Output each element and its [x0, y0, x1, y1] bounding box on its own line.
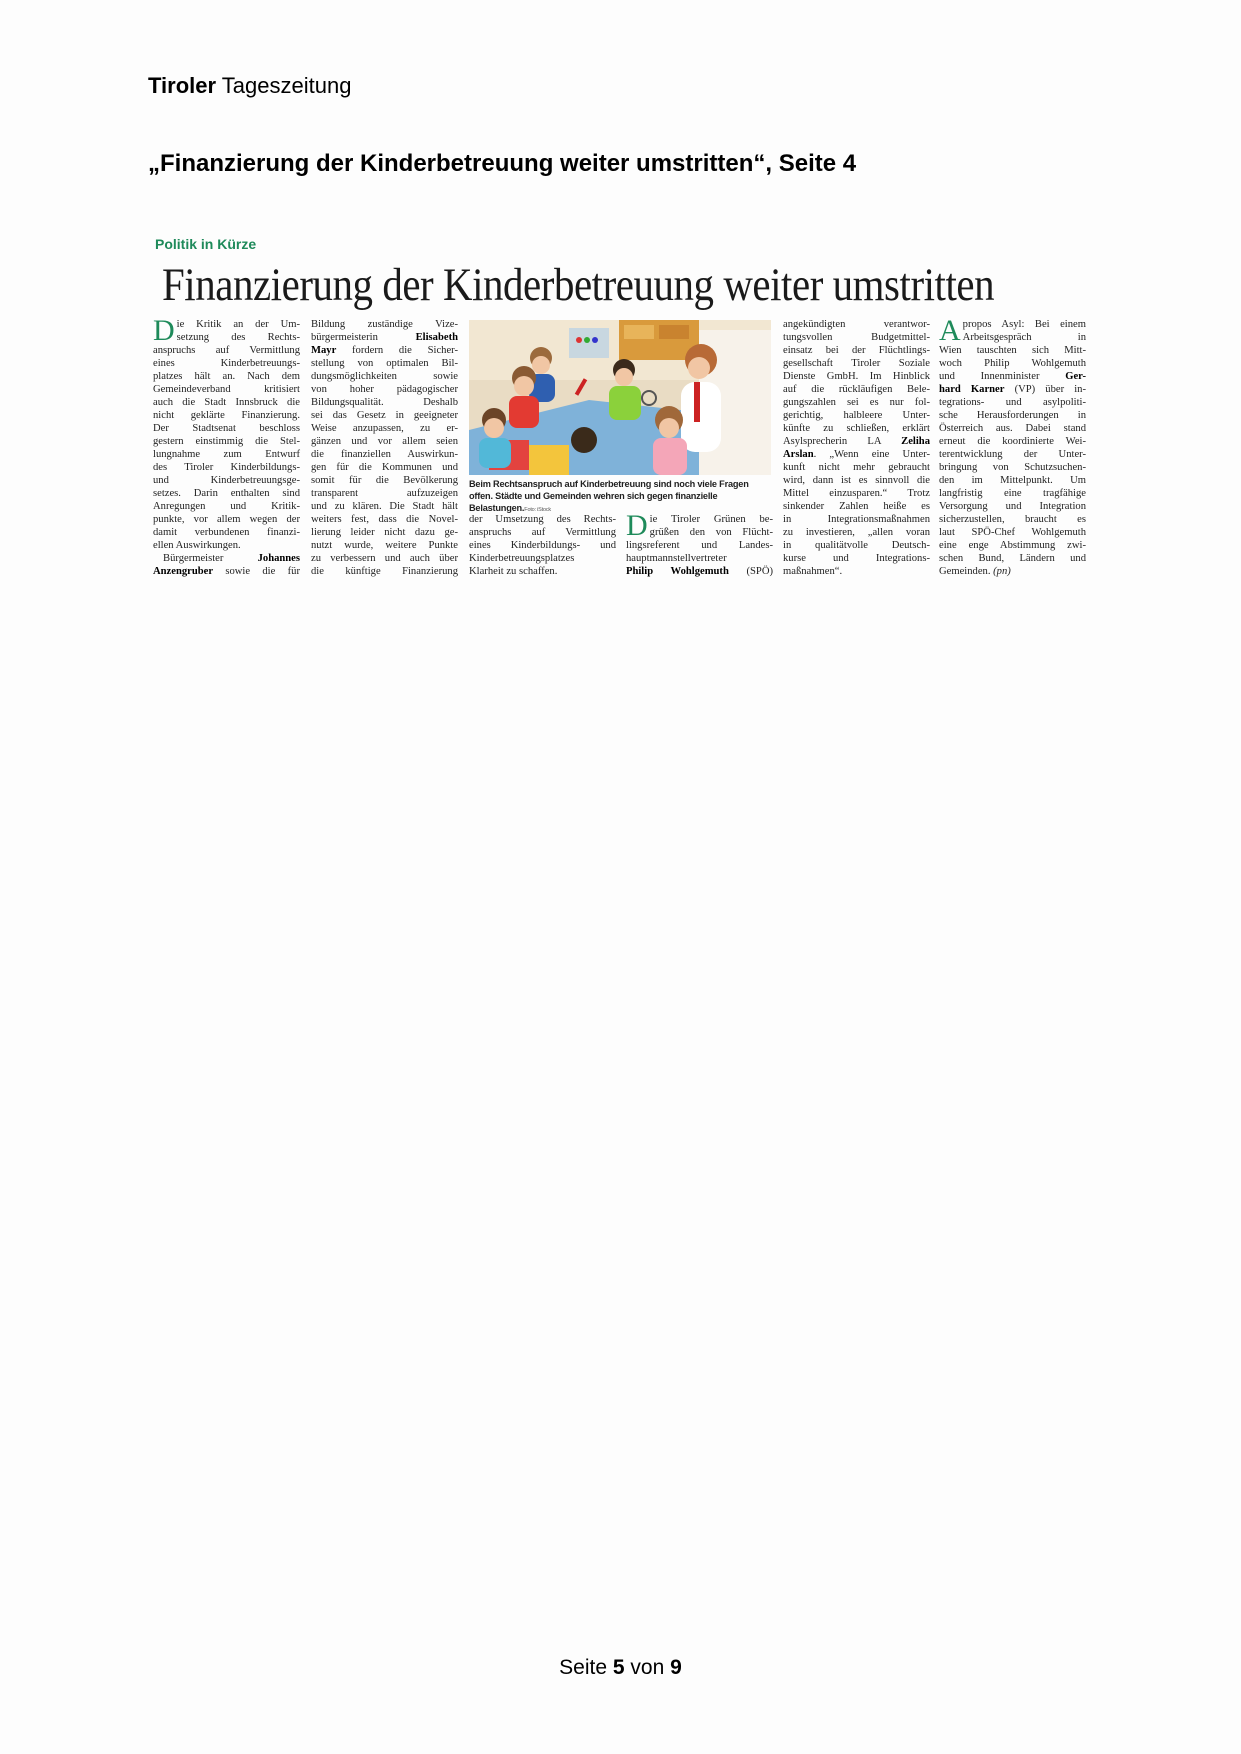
text-line — [783, 331, 930, 344]
text-line — [783, 370, 930, 383]
text-segment: woch Philip Wohlgemuth — [939, 358, 1086, 369]
text-line — [311, 344, 458, 357]
text-segment: propos Asyl: Bei einem — [962, 319, 1086, 330]
text-segment: und Kinderbetreuungsge- — [153, 475, 300, 486]
text-line — [939, 448, 1086, 461]
text-line — [783, 396, 930, 409]
text-line — [153, 565, 300, 578]
drop-cap: D — [153, 314, 175, 347]
text-segment: weiters fest, dass die Novel- — [311, 514, 458, 525]
article-reference: „Finanzierung der Kinderbetreuung weiter umstritten“, Seite 4 — [148, 150, 857, 177]
article-photo — [469, 320, 771, 475]
text-line — [311, 526, 458, 539]
text-segment: eines Kinderbetreuungs- — [153, 358, 300, 369]
text-line — [939, 461, 1086, 474]
name-highlight: Arslan — [783, 449, 814, 460]
text-line — [939, 474, 1086, 487]
text-segment: eine enge Abstimmung zwi- — [939, 540, 1086, 551]
text-line — [153, 513, 300, 526]
text-line — [626, 539, 773, 552]
text-segment: auch die Stadt Innsbruck die — [153, 397, 300, 408]
text-segment: von hoher pädagogischer — [311, 384, 458, 395]
text-segment: . „Wenn eine Unter- — [813, 449, 930, 460]
page-label: Seite — [559, 1656, 608, 1679]
text-segment: der Umsetzung des Rechts- — [469, 514, 616, 525]
text-line — [311, 513, 458, 526]
text-segment: ie Kritik an der Um- — [176, 319, 300, 330]
text-segment: (SPÖ) — [728, 566, 773, 577]
text-line — [311, 474, 458, 487]
article-column-2 — [311, 318, 458, 578]
photo-caption-text: Beim Rechtsanspruch auf Kinderbetreuung sind noch viele Fragen offen. Städte und Gemeinden wehren sich gegen finanzielle Belastungen. — [469, 479, 749, 513]
text-line — [783, 383, 930, 396]
text-segment: gänzen und vor allem seien — [311, 436, 458, 447]
text-line — [783, 344, 930, 357]
page-number — [0, 1656, 1241, 1680]
page-of-label: von — [630, 1656, 665, 1679]
text-segment: Gemeindeverband kritisiert — [153, 384, 300, 395]
text-line — [939, 396, 1086, 409]
text-line — [939, 409, 1086, 422]
text-segment: gen für die Kommunen und — [311, 462, 458, 473]
article-column-5 — [783, 318, 930, 578]
name-highlight: hard Karner — [939, 384, 1005, 395]
text-line — [783, 565, 930, 578]
text-line — [783, 539, 930, 552]
text-line — [783, 422, 930, 435]
text-line — [783, 409, 930, 422]
drop-cap: D — [626, 509, 648, 542]
text-segment: nicht geklärte Finanzierung. — [153, 410, 300, 421]
text-segment: künfte zu schließen, erklärt — [783, 423, 930, 434]
text-segment: des Tiroler Kinderbildungs- — [153, 462, 300, 473]
text-line — [153, 409, 300, 422]
current-page: 5 — [612, 1656, 625, 1679]
text-segment: Klarheit zu schaffen. — [469, 566, 558, 577]
text-line — [311, 370, 458, 383]
text-line — [469, 526, 616, 539]
text-line — [311, 565, 458, 578]
text-line — [469, 539, 616, 552]
text-line — [783, 435, 930, 448]
text-segment: Wien tauschten sich Mitt- — [939, 345, 1086, 356]
text-segment: die künftige Finanzierung — [311, 566, 458, 577]
text-segment: tungsvollen Budgetmittel- — [783, 332, 930, 343]
text-line — [311, 487, 458, 500]
text-segment: sei das Gesetz in geeigneter — [311, 410, 458, 421]
article-headline: Finanzierung der Kinderbetreuung weiter umstritten — [162, 259, 995, 311]
text-segment: Kinderbetreuungsplatzes — [469, 553, 575, 564]
text-segment: Bildungsqualität. Deshalb — [311, 397, 458, 408]
text-segment: tegrations- und asylpoliti- — [939, 397, 1086, 408]
text-line — [939, 344, 1086, 357]
article-column-4 — [626, 509, 773, 578]
text-segment: sche Herausforderungen in — [939, 410, 1086, 421]
text-line — [153, 435, 300, 448]
text-line — [783, 526, 930, 539]
section-kicker: Politik in Kürze — [155, 236, 257, 252]
text-segment: lungnahme zum Entwurf — [153, 449, 300, 460]
text-segment: lingsreferent und Landes- — [626, 540, 773, 551]
text-line — [311, 552, 458, 565]
text-segment: Arbeitsgespräch in — [962, 332, 1086, 343]
text-line — [939, 526, 1086, 539]
text-line — [153, 318, 300, 331]
text-line — [311, 383, 458, 396]
text-segment: damit verbundenen finanzi- — [153, 527, 300, 538]
text-segment: angekündigten verantwor- — [783, 319, 930, 330]
text-line — [153, 474, 300, 487]
name-highlight: Zeliha — [901, 436, 930, 447]
text-line — [939, 552, 1086, 565]
text-line — [311, 357, 458, 370]
text-line — [311, 461, 458, 474]
text-segment: zu verbessern und auch über — [311, 553, 458, 564]
text-segment: eines Kinderbildungs- und — [469, 540, 616, 551]
text-segment: Österreich aus. Dabei stand — [939, 423, 1086, 434]
text-segment: kunft nicht mehr gebraucht — [783, 462, 930, 473]
text-segment: dungsmöglichkeiten sowie — [311, 371, 458, 382]
text-segment: grüßen den von Flücht- — [649, 527, 773, 538]
text-segment: punkte, vor allem wegen der — [153, 514, 300, 525]
text-segment: Mittel einzusparen.“ Trotz — [783, 488, 930, 499]
text-line — [153, 396, 300, 409]
text-line — [153, 331, 300, 344]
text-segment: gestern einstimmig die Stel- — [153, 436, 300, 447]
text-segment: ie Tiroler Grünen be- — [649, 514, 773, 525]
text-line — [783, 487, 930, 500]
text-line — [939, 539, 1086, 552]
text-segment: wird, dann ist es sinnvoll die — [783, 475, 930, 486]
text-segment: Bildung zuständige Vize- — [311, 319, 458, 330]
text-segment: hauptmannstellvertreter — [626, 553, 727, 564]
text-line — [311, 318, 458, 331]
text-line — [469, 565, 616, 578]
text-line — [939, 370, 1086, 383]
text-segment: terentwicklung der Unter- — [939, 449, 1086, 460]
text-segment: zu investieren, „allen voran — [783, 527, 930, 538]
text-line — [153, 539, 300, 552]
text-segment: platzes hält an. Nach dem — [153, 371, 300, 382]
text-segment: Gemeinden. — [939, 566, 994, 577]
text-line — [311, 331, 458, 344]
text-segment: nutzt wurde, weitere Punkte — [311, 540, 458, 551]
text-segment: anspruchs auf Vermittlung — [469, 527, 616, 538]
text-line — [311, 422, 458, 435]
drop-cap: A — [939, 314, 961, 347]
text-segment: Weise anzupassen, zu er- — [311, 423, 458, 434]
text-segment: Bürgermeister — [163, 553, 258, 564]
text-line — [153, 552, 300, 565]
publication-name-rest: Tageszeitung — [221, 73, 352, 98]
text-segment: (VP) über in- — [1004, 384, 1087, 395]
text-segment: sicherzustellen, braucht es — [939, 514, 1086, 525]
text-segment: Versorgung und Integration — [939, 501, 1086, 512]
text-line — [153, 357, 300, 370]
text-line — [626, 526, 773, 539]
text-segment: bringung von Schutzsuchen- — [939, 462, 1086, 473]
text-line — [311, 396, 458, 409]
text-segment: bürgermeisterin — [311, 332, 416, 343]
text-line — [783, 318, 930, 331]
text-segment: erneut die koordinierte Wei- — [939, 436, 1086, 447]
text-segment: stellung von optimalen Bil- — [311, 358, 458, 369]
text-line — [469, 552, 616, 565]
text-line — [783, 513, 930, 526]
text-line — [626, 552, 773, 565]
text-line — [939, 383, 1086, 396]
text-line — [783, 448, 930, 461]
total-pages: 9 — [670, 1656, 682, 1679]
text-line — [626, 565, 773, 578]
text-line — [311, 500, 458, 513]
text-line — [153, 461, 300, 474]
text-segment: einsatz bei der Flüchtlings- — [783, 345, 930, 356]
text-segment: fordern die Sicher- — [336, 345, 458, 356]
name-highlight: Mayr — [311, 345, 337, 356]
text-line — [783, 552, 930, 565]
text-line — [939, 565, 1086, 578]
text-segment: gungszahlen sei es nur fol- — [783, 397, 930, 408]
text-segment: setzes. Darin enthalten sind — [153, 488, 300, 499]
text-segment: transparent aufzuzeigen — [311, 488, 458, 499]
text-segment: sinkender Zahlen heiße es — [783, 501, 930, 512]
article-column-6 — [939, 314, 1087, 578]
text-line — [783, 357, 930, 370]
text-line — [311, 409, 458, 422]
photo-caption — [469, 478, 774, 516]
text-segment: maßnahmen“. — [783, 566, 843, 577]
text-line — [939, 487, 1086, 500]
text-segment: und Innenminister — [939, 371, 1066, 382]
article-column-1 — [153, 314, 300, 578]
text-segment: gerichtig, halbleere Unter- — [783, 410, 930, 421]
text-segment: Dienste GmbH. Im Hinblick — [783, 371, 930, 382]
text-line — [153, 526, 300, 539]
text-segment: in qualitätvolle Deutsch- — [783, 540, 930, 551]
text-line — [311, 435, 458, 448]
text-line — [311, 448, 458, 461]
text-line — [939, 422, 1086, 435]
text-line — [153, 500, 300, 513]
name-highlight: Johannes — [257, 553, 300, 564]
author-initials: (pn) — [993, 566, 1011, 577]
text-segment: langfristig eine tragfähige — [939, 488, 1086, 499]
text-segment: in Integrationsmaßnahmen — [783, 514, 930, 525]
text-line — [153, 344, 300, 357]
text-segment: anspruchs auf Vermittlung — [153, 345, 300, 356]
text-line — [153, 487, 300, 500]
text-line — [783, 461, 930, 474]
article-column-3 — [469, 513, 616, 578]
publication-name — [148, 73, 351, 99]
text-line — [153, 370, 300, 383]
text-segment: ellen Auswirkungen. — [153, 540, 241, 551]
text-segment: den im Mittelpunkt. Um — [939, 475, 1086, 486]
text-segment: die finanziellen Auswirkun- — [311, 449, 458, 460]
photo-credit: Foto: iStock — [524, 507, 551, 513]
text-segment: laut SPÖ-Chef Wohlgemuth — [939, 527, 1086, 538]
name-highlight: Anzengruber — [153, 566, 214, 577]
text-line — [153, 383, 300, 396]
text-segment: Der Stadtsenat beschloss — [153, 423, 300, 434]
text-segment: sowie die für — [213, 566, 300, 577]
name-highlight: Ger- — [1065, 371, 1086, 382]
text-line — [311, 539, 458, 552]
text-line — [939, 331, 1086, 344]
text-segment: schen Bund, Ländern und — [939, 553, 1086, 564]
name-highlight: Philip Wohlgemuth — [626, 566, 729, 577]
text-line — [939, 513, 1086, 526]
text-segment: setzung des Rechts- — [176, 332, 300, 343]
text-line — [939, 318, 1086, 331]
text-segment: somit für die Bevölkerung — [311, 475, 458, 486]
text-segment: lierung leider nicht dazu ge- — [311, 527, 458, 538]
publication-name-bold: Tiroler — [148, 73, 217, 98]
text-segment: auf die rückläufigen Bele- — [783, 384, 930, 395]
text-segment: kurse und Integrations- — [783, 553, 930, 564]
text-segment: Anregungen und Kritik- — [153, 501, 300, 512]
text-segment: und zu klären. Die Stadt hält — [311, 501, 458, 512]
text-line — [939, 357, 1086, 370]
text-line — [939, 500, 1086, 513]
text-segment: gesellschaft Tiroler Soziale — [783, 358, 930, 369]
text-line — [939, 435, 1086, 448]
text-line — [783, 500, 930, 513]
name-highlight: Elisabeth — [415, 332, 458, 343]
text-line — [153, 448, 300, 461]
text-segment: Asylsprecherin LA — [783, 436, 902, 447]
text-line — [783, 474, 930, 487]
text-line — [153, 422, 300, 435]
